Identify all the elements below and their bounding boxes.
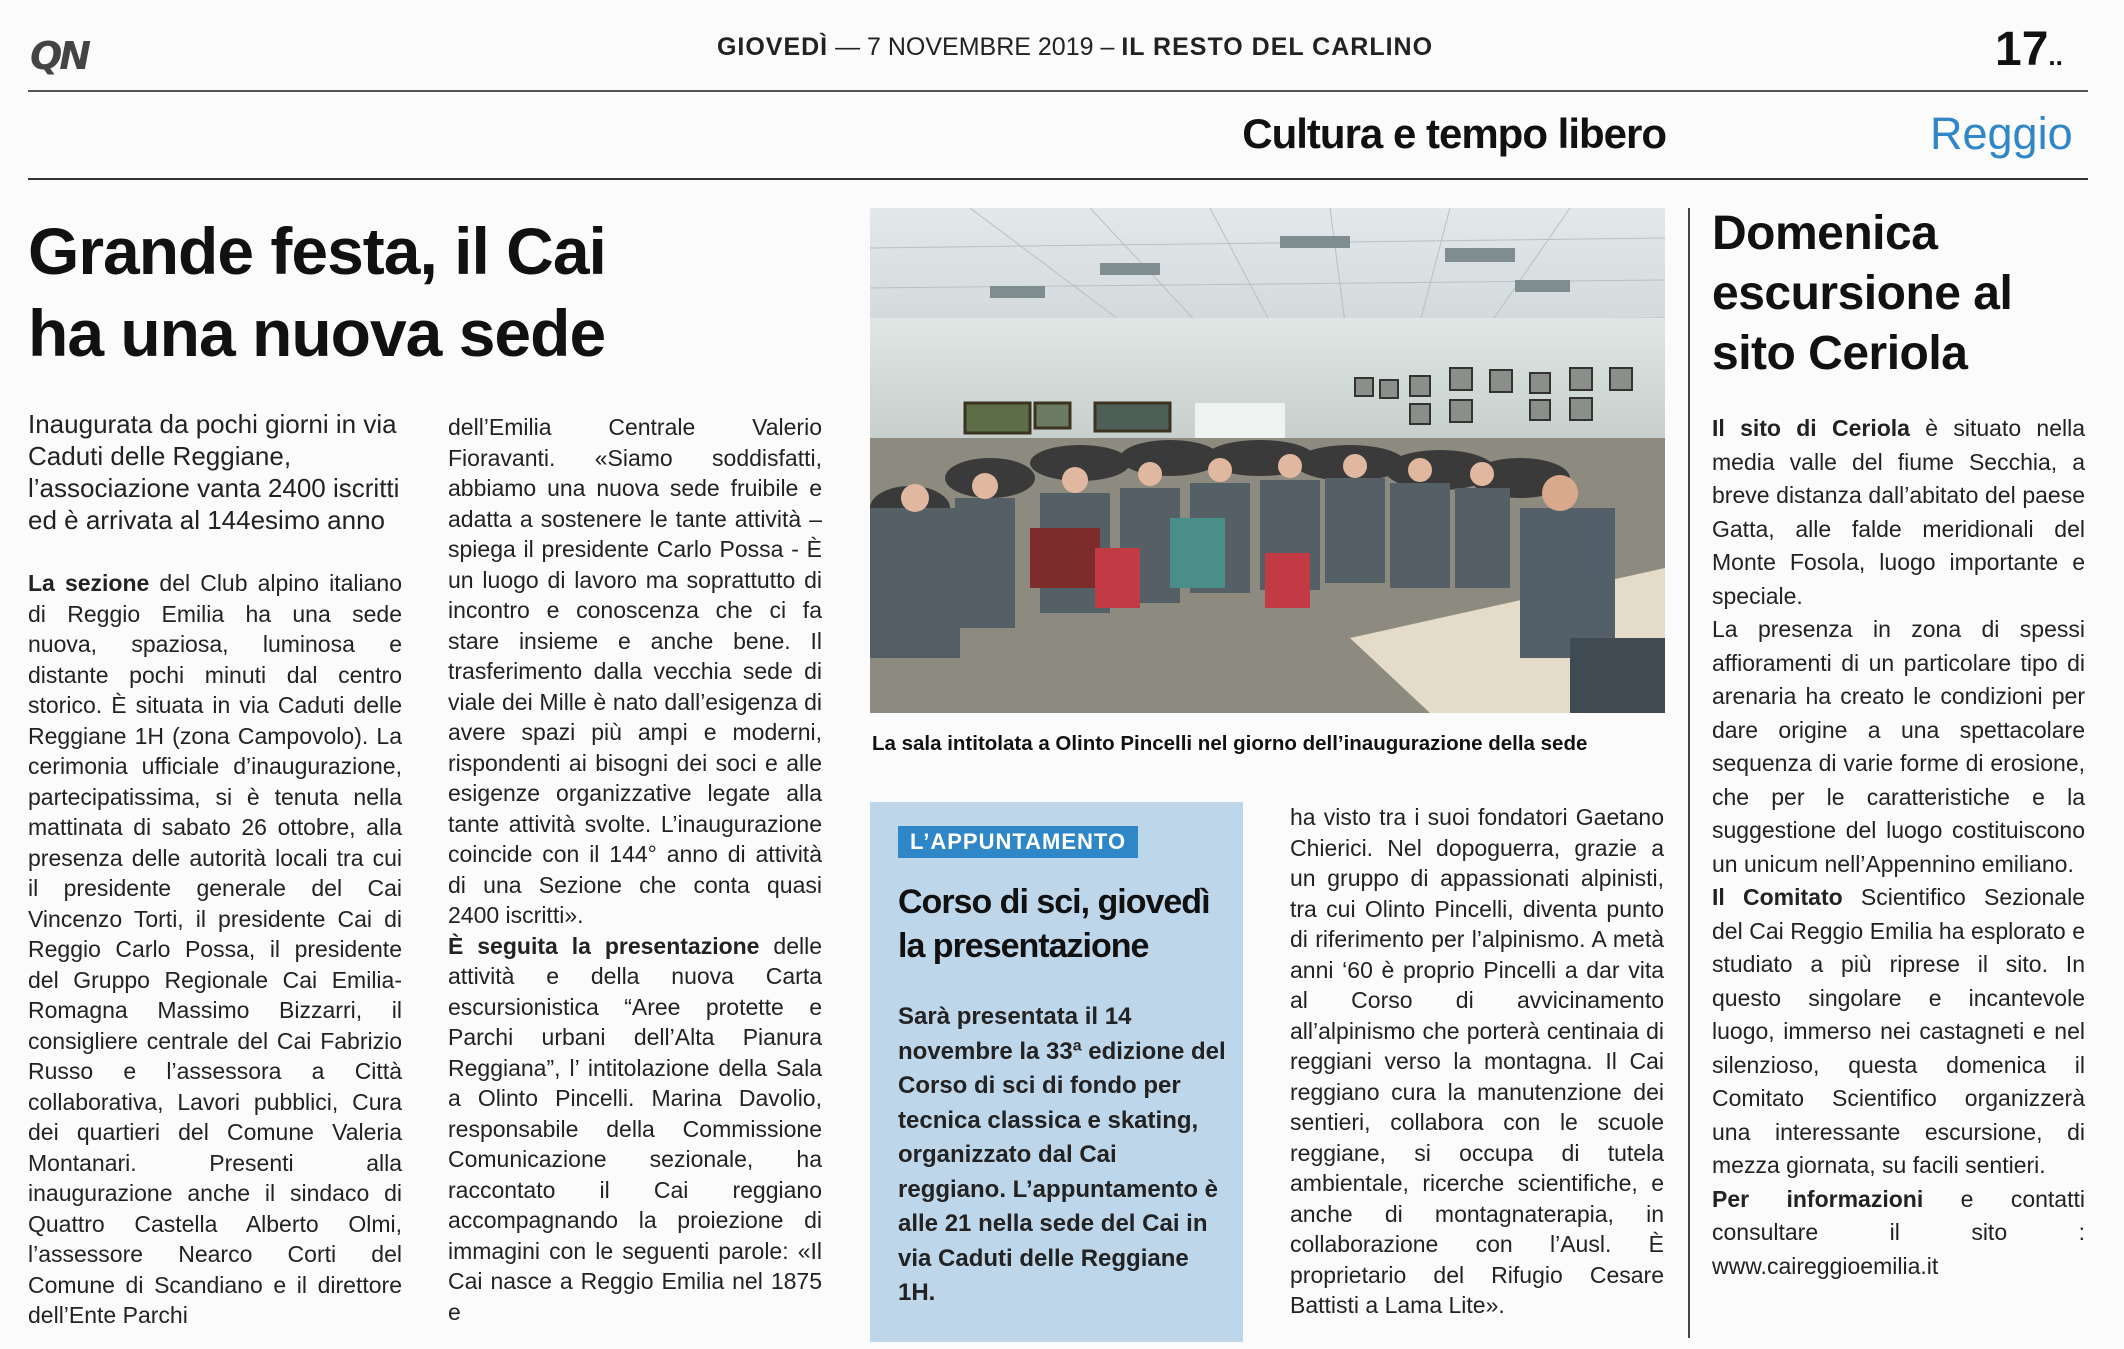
column-divider	[1688, 208, 1690, 1338]
sidebar-headline: Domenica escursione al sito Ceriola	[1712, 207, 2013, 380]
paragraph-text: è situato nella media valle del fiume Secchia, a breve distanza dall’abitato del paese Gatta, alle falde meridionali del Monte Fosola, luogo importante e speciale.	[1712, 415, 2085, 609]
section-title: Cultura e tempo libero	[1242, 110, 1666, 157]
paragraph-text: delle attività e della nuova Carta escursionistica “Aree protette e Parchi urbani dell’Alta Pianura Reggiana”, l’ intitolazione della Sala a Olinto Pincelli. Marina Davolio, responsabile della Commissione Comunicazione sezionale, ha raccontato il Cai reggiano accompagnando la proiezione di immagini con le seguenti parole: «Il Cai nasce a Reggio Emilia nel 1875 e	[448, 932, 823, 1325]
paragraph-text: e contatti consultare il sito : www.caireggioemilia.it	[1712, 1185, 2085, 1279]
appointment-title: Corso di sci, giovedì la presentazione	[898, 883, 1210, 965]
article-column-2	[448, 412, 822, 1327]
sidebar-article	[1712, 412, 2085, 1283]
article-subhead: Inaugurata da pochi giorni in via Caduti delle Reggiane, l’associazione vanta 2400 iscritti ed è arrivata al 144esimo anno	[28, 409, 400, 535]
paragraph-text: La presenza in zona di spessi affioramenti di un particolare tipo di arenaria ha creato le condizioni per dare origine a una spettacolare sequenza di varie forme di erosione, che per le caratteristiche e la suggestione del luogo costituiscono un unicum nell’Appennino emiliano.	[1712, 616, 2085, 877]
page-number-dots: ..	[2048, 41, 2063, 71]
page-number	[1995, 22, 2063, 77]
paragraph-lead: Per informazioni	[1712, 1185, 1924, 1212]
inauguration-photo	[870, 208, 1665, 713]
dateline	[600, 33, 1550, 62]
article-column-3	[1290, 802, 1664, 1321]
photo-caption: La sala intitolata a Olinto Pincelli nel giorno dell’inaugurazione della sede	[872, 732, 1588, 755]
article-headline	[28, 210, 848, 374]
paragraph-lead: Il sito di Ceriola	[1712, 415, 1910, 441]
paragraph-lead: È seguita la presentazione	[448, 932, 760, 959]
meeting-room-illustration	[870, 208, 1665, 713]
masthead-rule	[28, 90, 2088, 92]
dateline-separator: –	[1100, 33, 1122, 61]
paragraph-lead: Il Comitato	[1712, 884, 1843, 910]
dateline-separator: —	[835, 33, 868, 61]
paragraph-lead: La sezione	[28, 570, 150, 596]
dateline-day: GIOVEDÌ	[716, 33, 829, 61]
page-number-value: 17	[1995, 23, 2049, 76]
dateline-date: 7 NOVEMBRE 2019	[867, 33, 1094, 61]
headline-line: Grande festa, il Cai	[28, 214, 606, 288]
dateline-paper: IL RESTO DEL CARLINO	[1121, 33, 1434, 61]
headline-line: ha una nuova sede	[28, 296, 606, 370]
appointment-body: Sarà presentata il 14 novembre la 33ª edizione del Corso di sci di fondo per tecnica classica e skating, organizzato dal Cai reggiano. L’appuntamento è alle 21 nella sede del Cai in via Caduti delle Reggiane 1H.	[898, 1003, 1226, 1306]
paragraph-text: dell’Emilia Centrale Valerio Fioravanti. «Siamo soddisfatti, abbiamo una nuova sede fruibile e adatta a sostenere le tante attività – spiega il presidente Carlo Possa - È un luogo di lavoro ma soprattutto di incontro e conoscenza che ci fa stare insieme e anche bene. Il trasferimento dalla vecchia sede di viale dei Mille è nato dall’esigenza di avere spazi più ampi e moderni, rispondenti ai bisogni dei soci e alle esigenze organizzative legate alla tante attività svolte. L’inaugurazione coincide con il 144° anno di attività di una Sezione che conta quasi 2400 iscritti».	[448, 414, 822, 928]
newspaper-logo: QN	[30, 34, 89, 78]
section-rule	[28, 178, 2088, 180]
appointment-tag: L’APPUNTAMENTO	[898, 826, 1138, 858]
paragraph-text: del Club alpino italiano di Reggio Emilia ha una sede nuova, spaziosa, luminosa e distante pochi minuti dal centro storico. È situata in via Caduti delle Reggiane 1H (zona Campovolo). La cerimonia ufficiale d’inaugurazione, partecipatissima, si è tenuta nella mattinata di sabato 26 ottobre, alla presenza delle autorità locali tra cui il presidente generale del Cai Vincenzo Torti, il presidente Cai di Reggio Carlo Possa, il presidente del Gruppo Regionale Cai Emilia-Romagna Massimo Bizzarri, il consigliere centrale del Cai Fabrizio Russo e l’assessora a Città collaborativa, Lavori pubblici, Cura dei quartieri del Comune Valeria Montanari. Presenti alla inaugurazione anche il sindaco di Quattro Castella Alberto Olmi, l’assessore Nearco Corti del Comune di Scandiano e il direttore dell’Ente Parchi	[28, 570, 402, 1328]
paragraph-text: ha visto tra i suoi fondatori Gaetano Chierici. Nel dopoguerra, grazie a un gruppo di appassionati alpinisti, tra cui Olinto Pincelli, diventa punto di riferimento per l’alpinismo. A metà anni ‘60 è proprio Pincelli a dar vita al Corso di avvicinamento all’alpinismo che porterà centinaia di reggiani verso la montagna. Il Cai reggiano cura la manutenzione dei sentieri, collabora con le scuole reggiane, si occupa di tutela ambientale, ricerche scientifiche, e anche di montagnaterapia, in collaborazione con l’Ausl. È proprietario del Rifugio Cesare Battisti a Lama Lite».	[1290, 804, 1664, 1318]
region-label: Reggio	[1930, 108, 2073, 159]
paragraph-text: Scientifico Sezionale del Cai Reggio Emilia ha esplorato e studiato a più riprese il sito. In questo singolare e incantevole luogo, immerso nei castagneti e nel silenzioso, questa domenica il Comitato Scientifico organizzerà una interessante escursione, di mezza giornata, su facili sentieri.	[1712, 884, 2085, 1178]
article-column-1	[28, 568, 402, 1331]
